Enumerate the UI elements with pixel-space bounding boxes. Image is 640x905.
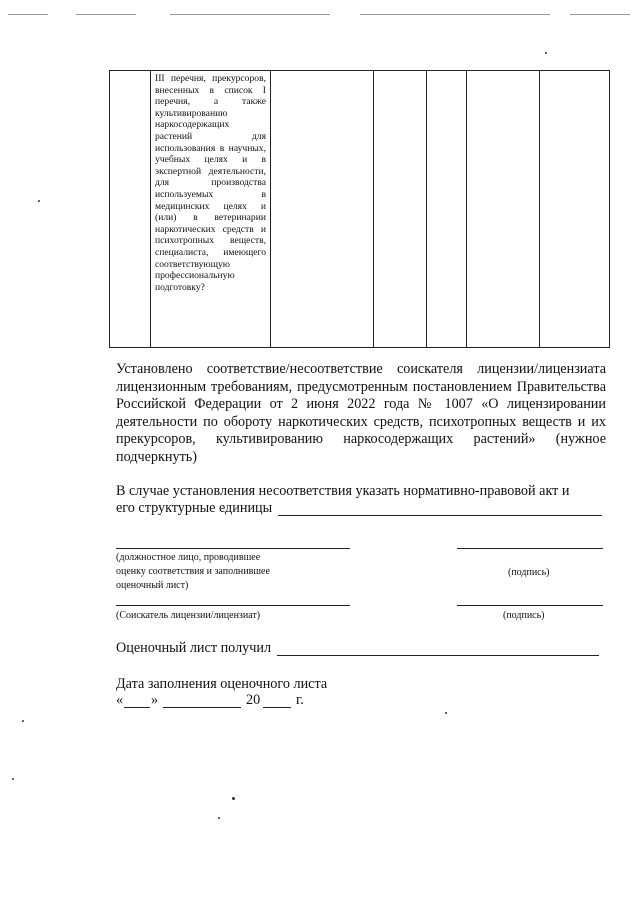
date-label: Дата заполнения оценочного листа [116, 676, 328, 692]
official-name-line[interactable] [116, 548, 350, 549]
table-cell [374, 71, 427, 348]
noncompliance-line-2: его структурные единицы [116, 500, 273, 516]
scan-artifact [76, 14, 136, 15]
noncompliance-line-1: В случае установления несоответствия указать нормативно-правовой акт и [116, 483, 570, 499]
date-month-line[interactable] [163, 707, 241, 708]
date-open-quote: « [116, 692, 124, 708]
table-cell-criterion [151, 71, 271, 348]
signature-caption-2: (подпись) [503, 610, 545, 621]
scan-speck [38, 200, 40, 202]
criterion-text: III перечня, прекурсоров, внесенных в список I перечня, а также культивированию наркосодержащих растений для использования в научных, учебных целях и в экспертной деятельности, для производства используемых в медицинских целях и (или) в ветеринарии наркотических средств и психотропных веществ, специалиста, имеющего соответствующую профессиональную подготовку? [155, 73, 266, 293]
official-caption-1: (должностное лицо, проводившее [116, 552, 261, 563]
received-label: Оценочный лист получил [116, 640, 272, 656]
scan-artifact [170, 14, 330, 15]
scan-artifact [570, 14, 630, 15]
date-year-suffix: г. [296, 692, 304, 708]
conclusion-paragraph: Установлено соответствие/несоответствие соискателя лицензии/лицензиата лицензионным требованиям, предусмотренным постановлением Правительства Российской Федерации от 2 июня 2022 года № 1007 «О лицензировании деятельности по обороту наркотических средств, психотропных веществ и их прекурсоров, культивированию наркосодержащих растений» (нужное подчеркнуть) [116, 361, 606, 465]
table-cell-number [110, 71, 151, 348]
table-row [110, 71, 610, 348]
scan-speck [545, 52, 547, 54]
signature-caption-1: (подпись) [508, 567, 550, 578]
table-cell [540, 71, 610, 348]
date-close-quote: » [151, 692, 159, 708]
table-cell [467, 71, 540, 348]
date-day-line[interactable] [124, 707, 150, 708]
scan-speck [445, 712, 447, 714]
assessment-table [109, 70, 610, 348]
applicant-caption: (Соискатель лицензии/лицензиат) [116, 610, 261, 621]
noncompliance-fill-line[interactable] [278, 515, 602, 516]
applicant-signature-line[interactable] [457, 605, 603, 606]
table-cell [271, 71, 374, 348]
scan-speck [218, 817, 220, 819]
official-signature-line[interactable] [457, 548, 603, 549]
date-year-prefix: 20 [246, 692, 261, 708]
applicant-name-line[interactable] [116, 605, 350, 606]
scan-artifact [360, 14, 550, 15]
scan-speck [232, 797, 235, 800]
received-fill-line[interactable] [277, 655, 599, 656]
official-caption-3: оценочный лист) [116, 580, 189, 591]
scan-speck [22, 720, 24, 722]
scan-artifact [8, 14, 48, 15]
date-year-line[interactable] [263, 707, 291, 708]
official-caption-2: оценку соответствия и заполнившее [116, 566, 270, 577]
scan-speck [12, 778, 14, 780]
table-cell [427, 71, 467, 348]
